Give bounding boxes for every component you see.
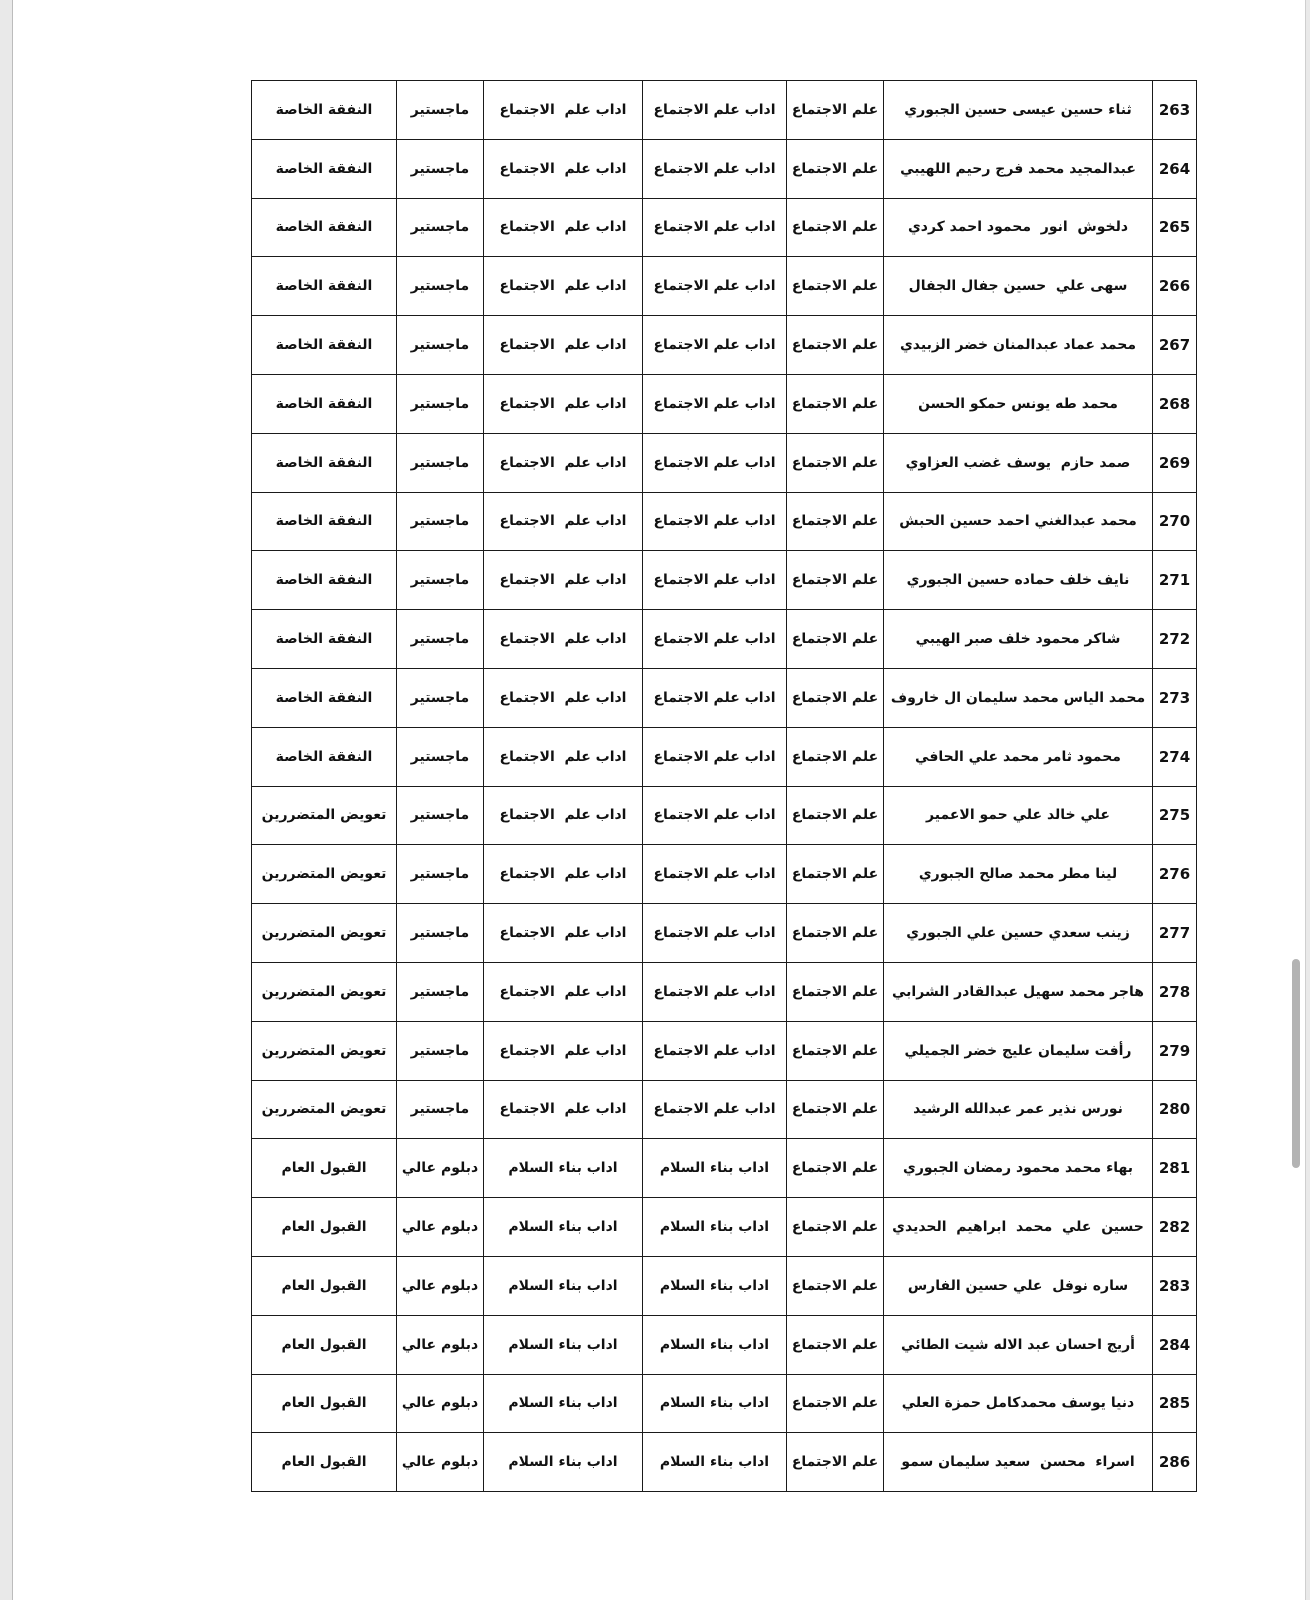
cell-specialization: اداب بناء السلام	[484, 1198, 643, 1257]
cell-number: 272	[1153, 610, 1197, 669]
cell-number: 274	[1153, 727, 1197, 786]
cell-study-field: اداب علم الاجتماع	[643, 610, 787, 669]
cell-study-field: اداب علم الاجتماع	[643, 786, 787, 845]
cell-student-name: حسين علي محمد ابراهيم الحديدي	[884, 1198, 1153, 1257]
cell-number: 285	[1153, 1374, 1197, 1433]
cell-study-field: اداب علم الاجتماع	[643, 316, 787, 375]
cell-department: علم الاجتماع	[787, 81, 884, 140]
cell-study-field: اداب علم الاجتماع	[643, 374, 787, 433]
cell-number: 280	[1153, 1080, 1197, 1139]
cell-department: علم الاجتماع	[787, 198, 884, 257]
cell-degree: ماجستير	[397, 668, 484, 727]
cell-student-name: محمد طه يونس حمكو الحسن	[884, 374, 1153, 433]
cell-number: 266	[1153, 257, 1197, 316]
cell-study-field: اداب علم الاجتماع	[643, 257, 787, 316]
cell-specialization: اداب علم الاجتماع	[484, 257, 643, 316]
cell-department: علم الاجتماع	[787, 1139, 884, 1198]
students-table	[251, 80, 1197, 1492]
cell-number: 277	[1153, 904, 1197, 963]
cell-study-field: اداب علم الاجتماع	[643, 81, 787, 140]
cell-degree: ماجستير	[397, 610, 484, 669]
cell-degree: ماجستير	[397, 316, 484, 375]
table-row	[252, 1433, 1197, 1492]
table-row	[252, 139, 1197, 198]
cell-degree: دبلوم عالي	[397, 1315, 484, 1374]
cell-department: علم الاجتماع	[787, 668, 884, 727]
cell-student-name: صمد حازم يوسف غضب العزاوي	[884, 433, 1153, 492]
cell-admission-channel: تعويض المتضررين	[252, 962, 397, 1021]
cell-specialization: اداب علم الاجتماع	[484, 610, 643, 669]
cell-admission-channel: النفقة الخاصة	[252, 316, 397, 375]
cell-admission-channel: القبول العام	[252, 1139, 397, 1198]
cell-department: علم الاجتماع	[787, 374, 884, 433]
cell-admission-channel: تعويض المتضررين	[252, 1021, 397, 1080]
cell-department: علم الاجتماع	[787, 139, 884, 198]
scrollbar-thumb[interactable]	[1292, 959, 1300, 1168]
cell-student-name: أريج احسان عبد الاله شيت الطائي	[884, 1315, 1153, 1374]
cell-degree: ماجستير	[397, 786, 484, 845]
cell-number: 264	[1153, 139, 1197, 198]
cell-number: 270	[1153, 492, 1197, 551]
cell-number: 282	[1153, 1198, 1197, 1257]
cell-degree: دبلوم عالي	[397, 1256, 484, 1315]
table-row	[252, 81, 1197, 140]
cell-study-field: اداب علم الاجتماع	[643, 551, 787, 610]
cell-study-field: اداب علم الاجتماع	[643, 433, 787, 492]
cell-student-name: سهى علي حسين جفال الجفال	[884, 257, 1153, 316]
cell-degree: ماجستير	[397, 492, 484, 551]
cell-specialization: اداب بناء السلام	[484, 1315, 643, 1374]
cell-admission-channel: النفقة الخاصة	[252, 727, 397, 786]
cell-specialization: اداب علم الاجتماع	[484, 433, 643, 492]
cell-degree: ماجستير	[397, 374, 484, 433]
table-row	[252, 1374, 1197, 1433]
cell-student-name: عبدالمجيد محمد فرج رحيم اللهيبي	[884, 139, 1153, 198]
cell-admission-channel: النفقة الخاصة	[252, 433, 397, 492]
cell-student-name: نايف خلف حماده حسين الجبوري	[884, 551, 1153, 610]
cell-number: 275	[1153, 786, 1197, 845]
cell-department: علم الاجتماع	[787, 316, 884, 375]
cell-number: 268	[1153, 374, 1197, 433]
cell-number: 278	[1153, 962, 1197, 1021]
cell-student-name: لينا مطر محمد صالح الجبوري	[884, 845, 1153, 904]
cell-study-field: اداب بناء السلام	[643, 1433, 787, 1492]
cell-degree: دبلوم عالي	[397, 1198, 484, 1257]
cell-degree: ماجستير	[397, 962, 484, 1021]
cell-admission-channel: القبول العام	[252, 1198, 397, 1257]
cell-degree: ماجستير	[397, 1080, 484, 1139]
cell-specialization: اداب علم الاجتماع	[484, 962, 643, 1021]
cell-degree: ماجستير	[397, 1021, 484, 1080]
table-row	[252, 1315, 1197, 1374]
cell-student-name: رأفت سليمان عليج خضر الجميلي	[884, 1021, 1153, 1080]
cell-number: 273	[1153, 668, 1197, 727]
cell-study-field: اداب علم الاجتماع	[643, 198, 787, 257]
cell-admission-channel: القبول العام	[252, 1374, 397, 1433]
cell-admission-channel: تعويض المتضررين	[252, 845, 397, 904]
table-row	[252, 1021, 1197, 1080]
cell-study-field: اداب علم الاجتماع	[643, 492, 787, 551]
table-row	[252, 727, 1197, 786]
table-row	[252, 374, 1197, 433]
cell-admission-channel: النفقة الخاصة	[252, 668, 397, 727]
table-row	[252, 257, 1197, 316]
cell-degree: ماجستير	[397, 257, 484, 316]
cell-department: علم الاجتماع	[787, 1256, 884, 1315]
cell-specialization: اداب علم الاجتماع	[484, 727, 643, 786]
cell-degree: ماجستير	[397, 845, 484, 904]
cell-number: 281	[1153, 1139, 1197, 1198]
cell-study-field: اداب علم الاجتماع	[643, 668, 787, 727]
cell-study-field: اداب بناء السلام	[643, 1315, 787, 1374]
cell-admission-channel: النفقة الخاصة	[252, 610, 397, 669]
cell-student-name: نورس نذير عمر عبدالله الرشيد	[884, 1080, 1153, 1139]
cell-student-name: محمد عبدالغني احمد حسين الحبش	[884, 492, 1153, 551]
table-row	[252, 316, 1197, 375]
cell-specialization: اداب بناء السلام	[484, 1139, 643, 1198]
cell-admission-channel: النفقة الخاصة	[252, 374, 397, 433]
cell-admission-channel: القبول العام	[252, 1315, 397, 1374]
cell-degree: ماجستير	[397, 551, 484, 610]
cell-specialization: اداب علم الاجتماع	[484, 139, 643, 198]
cell-study-field: اداب علم الاجتماع	[643, 1080, 787, 1139]
cell-admission-channel: القبول العام	[252, 1256, 397, 1315]
cell-student-name: دنيا يوسف محمدكامل حمزة العلي	[884, 1374, 1153, 1433]
cell-specialization: اداب علم الاجتماع	[484, 1080, 643, 1139]
cell-degree: دبلوم عالي	[397, 1139, 484, 1198]
cell-study-field: اداب بناء السلام	[643, 1198, 787, 1257]
cell-number: 265	[1153, 198, 1197, 257]
cell-student-name: علي خالد علي حمو الاعمير	[884, 786, 1153, 845]
table-row	[252, 551, 1197, 610]
cell-department: علم الاجتماع	[787, 492, 884, 551]
cell-department: علم الاجتماع	[787, 257, 884, 316]
cell-student-name: محمد الياس محمد سليمان ال خاروف	[884, 668, 1153, 727]
cell-department: علم الاجتماع	[787, 1374, 884, 1433]
cell-specialization: اداب علم الاجتماع	[484, 1021, 643, 1080]
cell-study-field: اداب علم الاجتماع	[643, 139, 787, 198]
cell-department: علم الاجتماع	[787, 610, 884, 669]
cell-study-field: اداب بناء السلام	[643, 1374, 787, 1433]
cell-admission-channel: النفقة الخاصة	[252, 551, 397, 610]
cell-department: علم الاجتماع	[787, 962, 884, 1021]
cell-student-name: شاكر محمود خلف صبر الهيبي	[884, 610, 1153, 669]
cell-number: 283	[1153, 1256, 1197, 1315]
cell-department: علم الاجتماع	[787, 727, 884, 786]
cell-specialization: اداب علم الاجتماع	[484, 492, 643, 551]
cell-specialization: اداب بناء السلام	[484, 1433, 643, 1492]
table-row	[252, 845, 1197, 904]
cell-degree: ماجستير	[397, 433, 484, 492]
cell-degree: ماجستير	[397, 81, 484, 140]
table-row	[252, 1256, 1197, 1315]
table-row	[252, 1080, 1197, 1139]
cell-study-field: اداب علم الاجتماع	[643, 904, 787, 963]
cell-student-name: دلخوش انور محمود احمد كردي	[884, 198, 1153, 257]
cell-degree: دبلوم عالي	[397, 1374, 484, 1433]
cell-student-name: ساره نوفل علي حسين الفارس	[884, 1256, 1153, 1315]
cell-department: علم الاجتماع	[787, 551, 884, 610]
cell-admission-channel: النفقة الخاصة	[252, 139, 397, 198]
cell-admission-channel: النفقة الخاصة	[252, 492, 397, 551]
cell-student-name: هاجر محمد سهيل عبدالقادر الشرابي	[884, 962, 1153, 1021]
scrollbar-track[interactable]	[1290, 0, 1302, 1600]
cell-number: 271	[1153, 551, 1197, 610]
cell-degree: ماجستير	[397, 139, 484, 198]
cell-department: علم الاجتماع	[787, 904, 884, 963]
cell-admission-channel: النفقة الخاصة	[252, 81, 397, 140]
cell-admission-channel: تعويض المتضررين	[252, 786, 397, 845]
cell-number: 286	[1153, 1433, 1197, 1492]
cell-specialization: اداب علم الاجتماع	[484, 845, 643, 904]
cell-study-field: اداب بناء السلام	[643, 1256, 787, 1315]
cell-admission-channel: تعويض المتضررين	[252, 1080, 397, 1139]
cell-department: علم الاجتماع	[787, 1021, 884, 1080]
cell-degree: ماجستير	[397, 198, 484, 257]
document-page	[12, 0, 1306, 1600]
cell-degree: ماجستير	[397, 904, 484, 963]
cell-student-name: بهاء محمد محمود رمضان الجبوري	[884, 1139, 1153, 1198]
cell-specialization: اداب علم الاجتماع	[484, 551, 643, 610]
cell-specialization: اداب بناء السلام	[484, 1374, 643, 1433]
cell-degree: ماجستير	[397, 727, 484, 786]
cell-department: علم الاجتماع	[787, 1080, 884, 1139]
cell-number: 263	[1153, 81, 1197, 140]
cell-student-name: زينب سعدي حسين علي الجبوري	[884, 904, 1153, 963]
cell-admission-channel: النفقة الخاصة	[252, 257, 397, 316]
cell-number: 279	[1153, 1021, 1197, 1080]
table-row	[252, 198, 1197, 257]
cell-degree: دبلوم عالي	[397, 1433, 484, 1492]
cell-student-name: محمود ثامر محمد علي الحافي	[884, 727, 1153, 786]
cell-department: علم الاجتماع	[787, 1433, 884, 1492]
cell-specialization: اداب علم الاجتماع	[484, 786, 643, 845]
cell-department: علم الاجتماع	[787, 1198, 884, 1257]
cell-student-name: اسراء محسن سعيد سليمان سمو	[884, 1433, 1153, 1492]
cell-study-field: اداب علم الاجتماع	[643, 962, 787, 1021]
cell-department: علم الاجتماع	[787, 845, 884, 904]
cell-study-field: اداب بناء السلام	[643, 1139, 787, 1198]
table-row	[252, 1198, 1197, 1257]
cell-department: علم الاجتماع	[787, 433, 884, 492]
cell-specialization: اداب علم الاجتماع	[484, 81, 643, 140]
cell-specialization: اداب علم الاجتماع	[484, 316, 643, 375]
table-row	[252, 1139, 1197, 1198]
cell-student-name: محمد عماد عبدالمنان خضر الزبيدي	[884, 316, 1153, 375]
cell-department: علم الاجتماع	[787, 1315, 884, 1374]
cell-admission-channel: تعويض المتضررين	[252, 904, 397, 963]
table-row	[252, 962, 1197, 1021]
cell-number: 284	[1153, 1315, 1197, 1374]
cell-study-field: اداب علم الاجتماع	[643, 1021, 787, 1080]
cell-specialization: اداب علم الاجتماع	[484, 904, 643, 963]
table-row	[252, 904, 1197, 963]
cell-number: 267	[1153, 316, 1197, 375]
cell-specialization: اداب بناء السلام	[484, 1256, 643, 1315]
table-row	[252, 610, 1197, 669]
cell-department: علم الاجتماع	[787, 786, 884, 845]
cell-specialization: اداب علم الاجتماع	[484, 374, 643, 433]
cell-specialization: اداب علم الاجتماع	[484, 668, 643, 727]
cell-student-name: ثناء حسين عيسى حسين الجبوري	[884, 81, 1153, 140]
table-row	[252, 668, 1197, 727]
cell-study-field: اداب علم الاجتماع	[643, 845, 787, 904]
table-row	[252, 786, 1197, 845]
table-row	[252, 433, 1197, 492]
table-row	[252, 492, 1197, 551]
cell-number: 269	[1153, 433, 1197, 492]
table-body	[252, 81, 1197, 1492]
cell-study-field: اداب علم الاجتماع	[643, 727, 787, 786]
cell-number: 276	[1153, 845, 1197, 904]
cell-specialization: اداب علم الاجتماع	[484, 198, 643, 257]
cell-admission-channel: النفقة الخاصة	[252, 198, 397, 257]
cell-admission-channel: القبول العام	[252, 1433, 397, 1492]
